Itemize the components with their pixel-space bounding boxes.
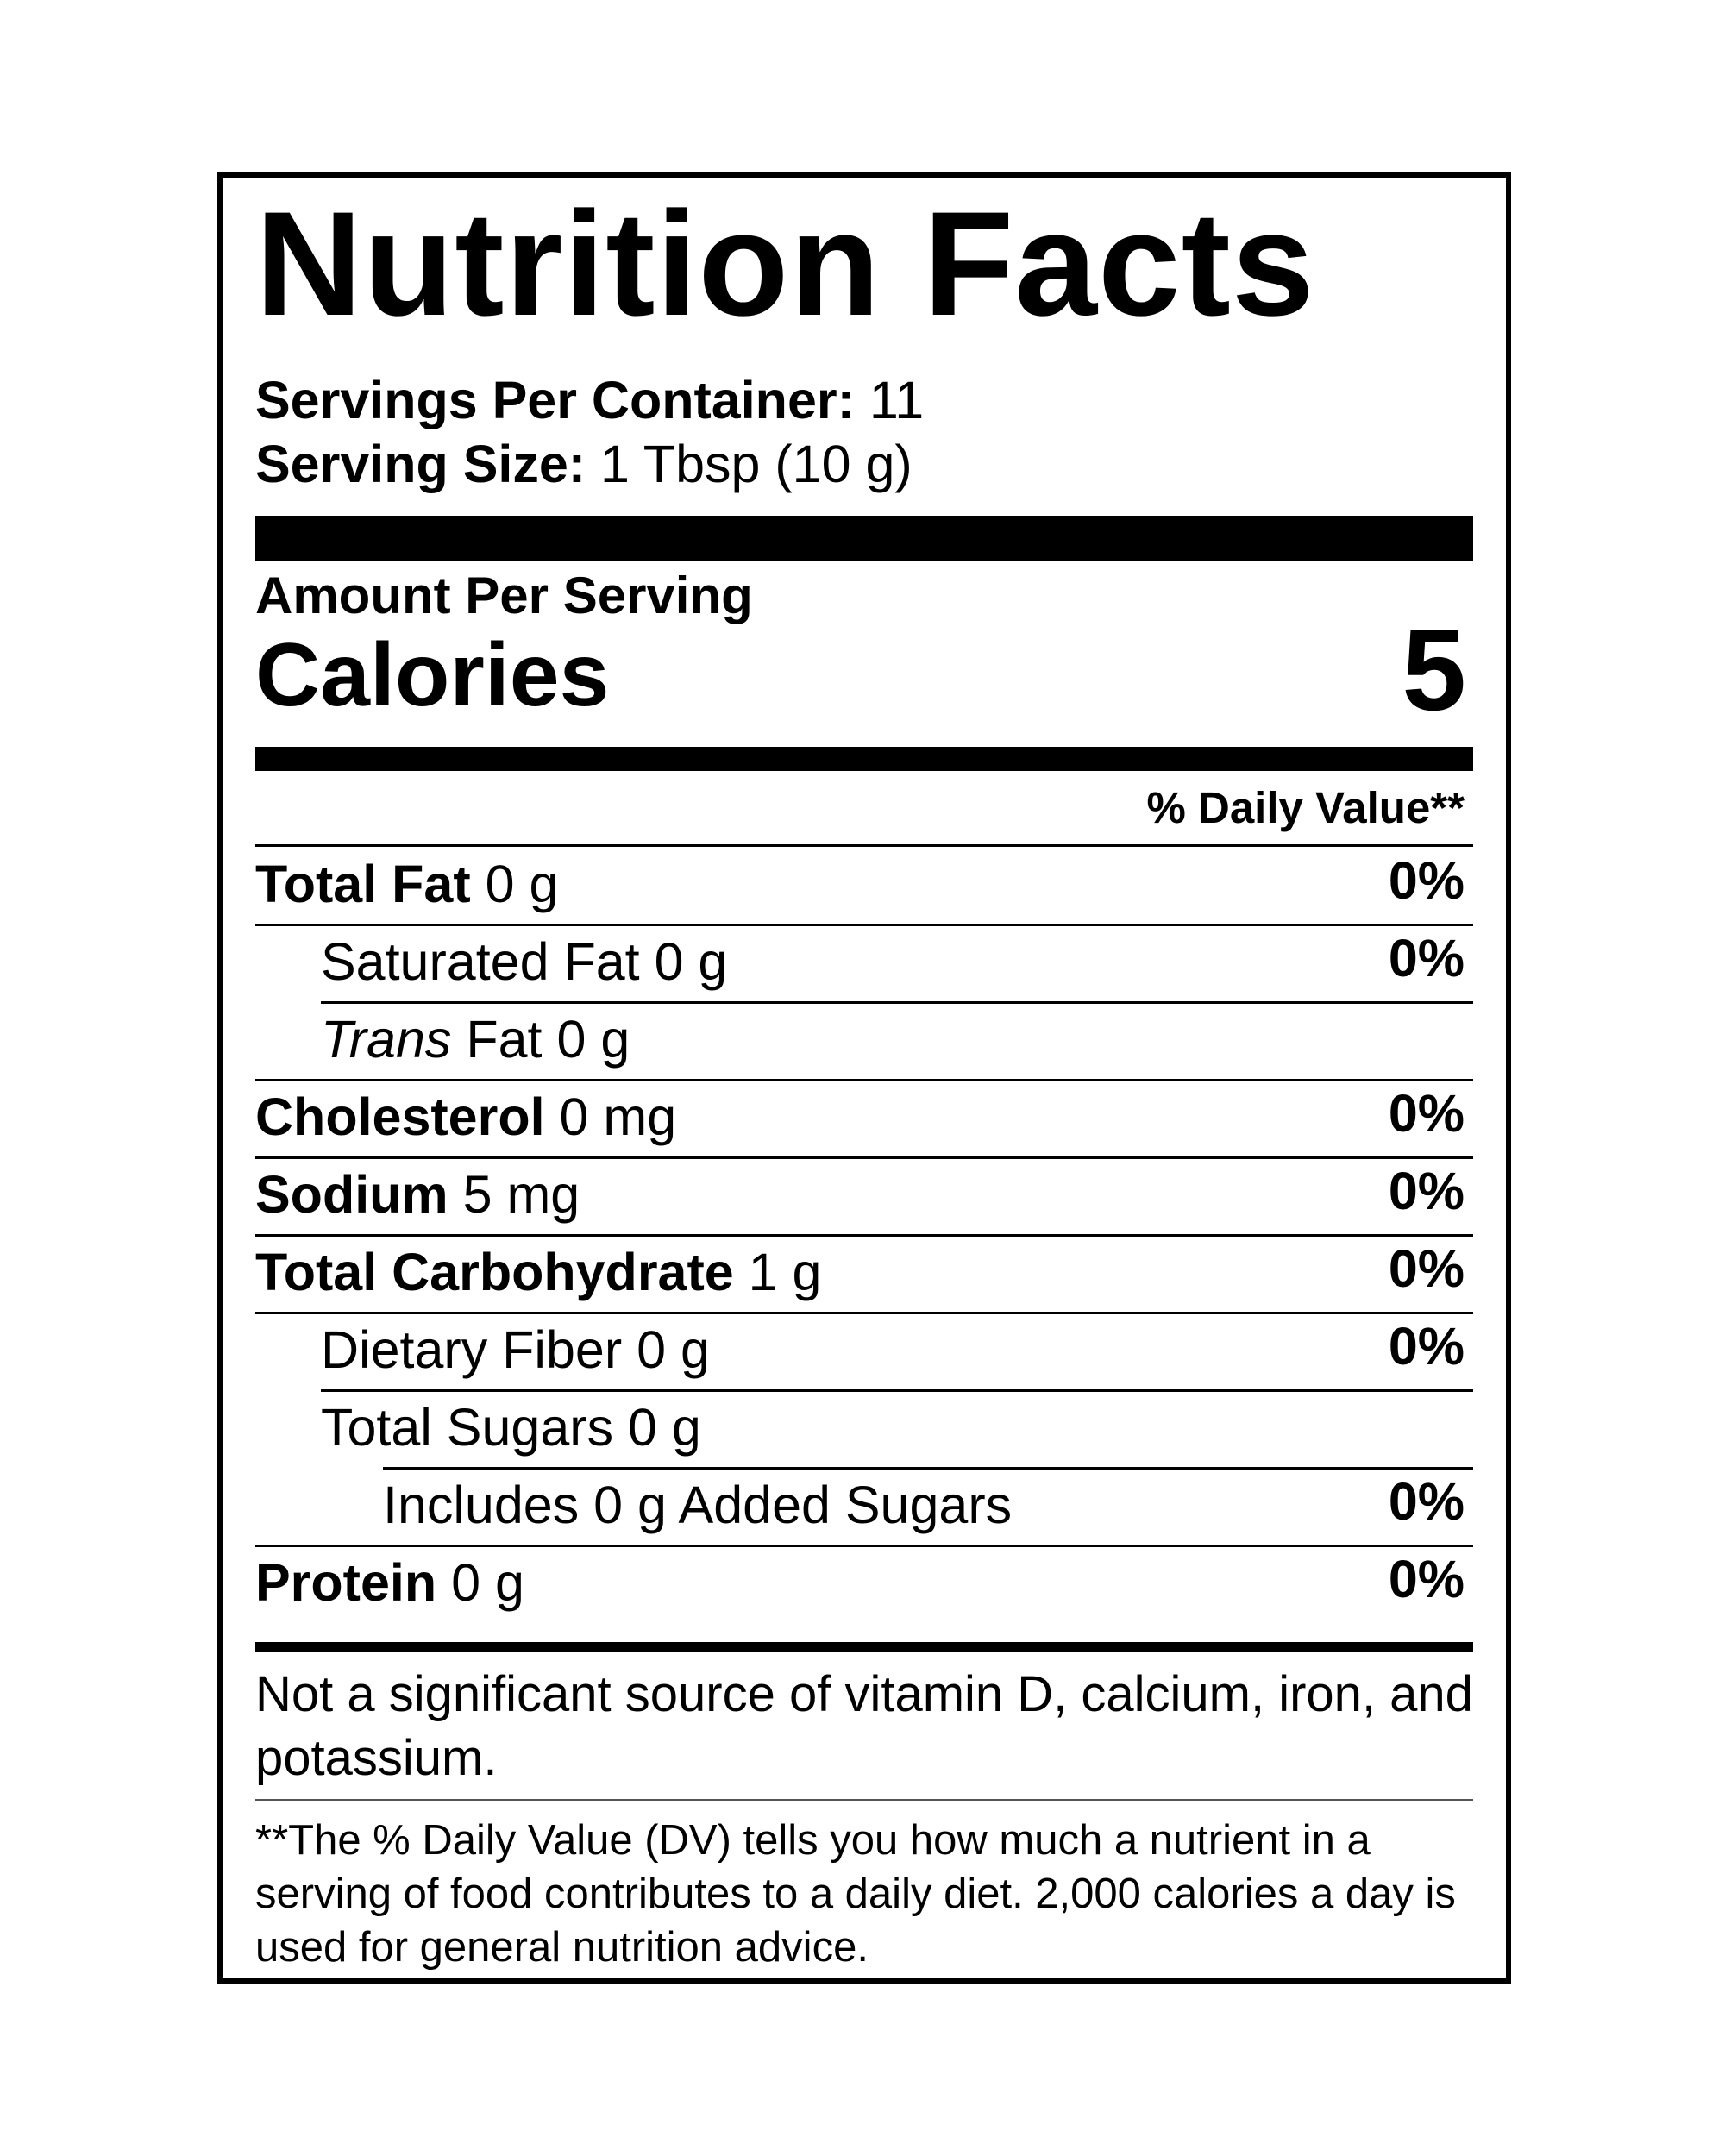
nutrient-label: Includes 0 g Added Sugars — [383, 1476, 1013, 1534]
nutrient-row-sodium — [255, 1157, 1473, 1235]
serving-size-row — [255, 435, 913, 493]
nutrient-row-total-sugars — [255, 1390, 1473, 1468]
nutrient-label: Saturated Fat 0 g — [321, 932, 728, 991]
daily-value-header: % Daily Value** — [1146, 783, 1465, 832]
nutrient-label: Cholesterol 0 mg — [255, 1087, 677, 1146]
nutrient-dv: 0% — [1388, 1472, 1465, 1531]
nutrient-dv: 0% — [1388, 1084, 1465, 1143]
daily-value-footnote: **The % Daily Value (DV) tells you how much a nutrient in a serving of food contributes to a daily diet. 2,000 calories a day is used for general nutrition advice. — [255, 1817, 1456, 1971]
servings-row — [255, 371, 925, 429]
nutrient-label: Total Sugars 0 g — [321, 1398, 701, 1457]
nutrient-label: Dietary Fiber 0 g — [321, 1320, 710, 1379]
footnote-divider — [255, 1799, 1473, 1801]
vitamin-note: Not a significant source of vitamin D, calcium, iron, and potassium. — [255, 1666, 1473, 1786]
thick-divider — [255, 516, 1473, 561]
amount-per-serving: Amount Per Serving — [255, 567, 753, 624]
calories-label: Calories — [255, 625, 610, 725]
nutrient-dv: 0% — [1388, 1550, 1465, 1608]
serving-size-value: 1 Tbsp (10 g) — [600, 435, 913, 493]
nutrition-facts-label — [217, 172, 1511, 1984]
nutrient-row-dietary-fiber — [255, 1313, 1473, 1390]
nutrient-dv: 0% — [1388, 1162, 1465, 1220]
nutrient-label: Total Fat 0 g — [255, 855, 559, 913]
calories-value: 5 — [1402, 606, 1466, 735]
serving-size-label: Serving Size: — [255, 435, 586, 493]
nutrient-row-total-carbohydrate — [255, 1235, 1473, 1313]
nutrient-row-protein — [255, 1545, 1473, 1623]
nutrient-dv: 0% — [1388, 1317, 1465, 1376]
nutrient-row-cholesterol — [255, 1080, 1473, 1157]
nutrient-label: Sodium 5 mg — [255, 1165, 580, 1224]
nutrient-dv: 0% — [1388, 851, 1465, 910]
servings-per-container-value: 11 — [869, 371, 925, 429]
nutrient-label: Protein 0 g — [255, 1553, 524, 1612]
nutrient-dv: 0% — [1388, 929, 1465, 987]
nutrient-row-trans-fat — [255, 1002, 1473, 1080]
nutrient-row-added-sugars — [255, 1468, 1473, 1545]
nutrient-row-total-fat — [255, 847, 1473, 924]
nutrient-row-saturated-fat — [255, 924, 1473, 1002]
servings-per-container-label: Servings Per Container: — [255, 371, 855, 429]
nutrient-dv: 0% — [1388, 1239, 1465, 1298]
nutrient-label: Trans Fat 0 g — [321, 1010, 630, 1069]
bottom-thick-divider — [255, 1642, 1473, 1652]
label-title: Nutrition Facts — [255, 181, 1315, 347]
nutrient-label: Total Carbohydrate 1 g — [255, 1243, 822, 1301]
label-content — [255, 178, 1473, 1978]
medium-divider — [255, 747, 1473, 771]
